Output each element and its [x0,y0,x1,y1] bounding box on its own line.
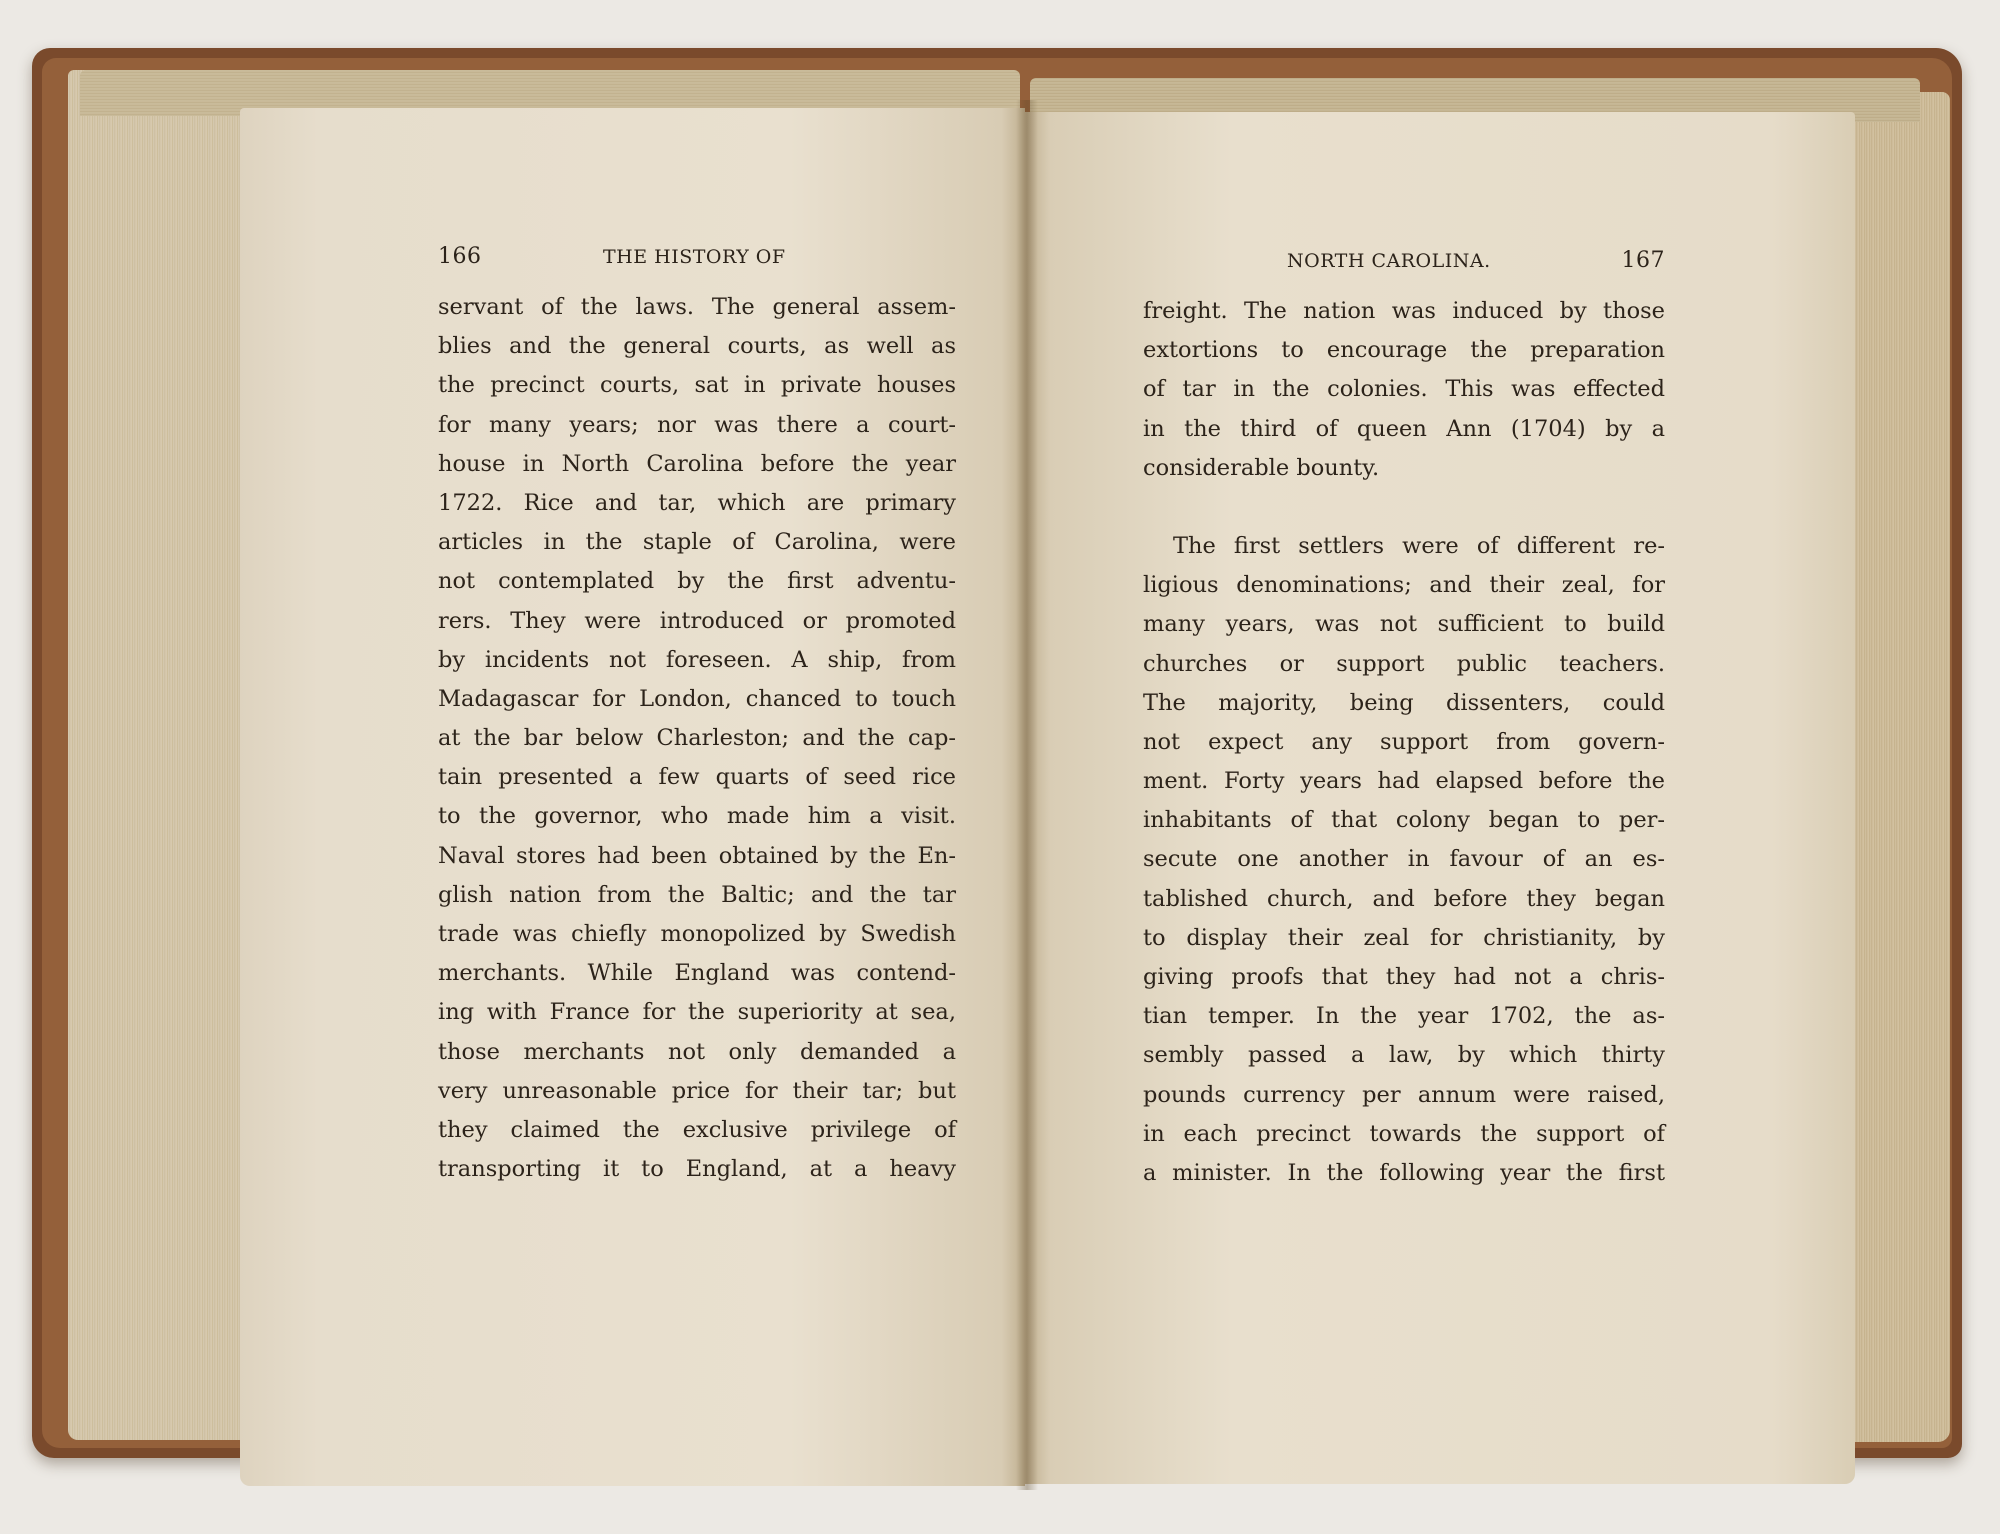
text-line: glish nation from the Baltic; and the tar [438,881,956,908]
text-line: servant of the laws. The general assem- [438,294,956,320]
right-running-header [1143,248,1665,282]
text-line: considerable bounty. [1143,454,1380,481]
text-line: tain presented a few quarts of seed rice [438,764,956,791]
text-line: at the bar below Charleston; and the cap- [438,725,956,752]
text-line: ligious denominations; and their zeal, for [1143,572,1665,599]
left-text-block [438,244,956,1189]
text-line: tian temper. In the year 1702, the as- [1143,1003,1665,1030]
text-line: The majority, being dissenters, could [1143,689,1665,716]
left-running-head: THE HISTORY OF [603,246,786,268]
text-line: for many years; nor was there a court- [438,411,956,438]
text-line: Madagascar for London, chanced to touch [438,685,956,712]
text-line: pounds currency per annum were raised, [1143,1081,1665,1108]
text-line: freight. The nation was induced by those [1143,298,1665,324]
text-line: a minister. In the following year the first [1143,1159,1665,1186]
text-line: they claimed the exclusive privilege of [438,1116,956,1143]
right-running-head: NORTH CAROLINA. [1287,250,1491,272]
right-page-edges [1840,92,1950,1442]
right-page [1025,112,1855,1484]
text-line: those merchants not only demanded a [438,1038,956,1065]
right-paragraph-2 [1143,527,1665,1193]
left-running-header [438,244,956,278]
left-page [240,108,1025,1486]
text-line: transporting it to England, at a heavy [438,1156,956,1183]
text-line: giving proofs that they had not a chris- [1143,964,1665,990]
text-line: inhabitants of that colony began to per- [1143,807,1665,834]
text-line: Naval stores had been obtained by the En- [438,842,956,869]
text-line: to the governor, who made him a visit. [438,803,956,830]
text-line: by incidents not foreseen. A ship, from [438,646,956,673]
book-gutter [1016,100,1038,1490]
text-line: many years, was not sufficient to build [1143,611,1665,638]
text-line: in each precinct towards the support of [1143,1120,1665,1147]
text-line: ment. Forty years had elapsed before the [1143,768,1665,795]
text-line: ing with France for the superiority at sea, [438,999,956,1026]
text-line: articles in the staple of Carolina, were [438,529,956,556]
text-line: merchants. While England was contend- [438,960,956,987]
left-body-text [438,288,956,1189]
text-line: in the third of queen Ann (1704) by a [1143,415,1665,442]
text-line: the precinct courts, sat in private houses [438,372,956,399]
text-line: trade was chiefly monopolized by Swedish [438,921,956,947]
right-paragraph-1 [1143,292,1665,488]
right-page-number: 167 [1621,248,1665,273]
right-text-block [1143,248,1665,1193]
left-page-number: 166 [438,244,482,269]
text-line: rers. They were introduced or promoted [438,607,956,634]
left-page-edges [68,70,258,1440]
text-line: tablished church, and before they began [1143,885,1665,912]
text-line: blies and the general courts, as well as [438,333,956,360]
text-line: The first settlers were of different re- [1173,532,1665,559]
paragraph-gap [1143,488,1665,527]
text-line: sembly passed a law, by which thirty [1143,1042,1665,1069]
text-line: to display their zeal for christianity, by [1143,924,1665,951]
text-line: house in North Carolina before the year [438,450,956,477]
text-line: not expect any support from govern- [1143,728,1665,755]
text-line: of tar in the colonies. This was effected [1143,376,1665,403]
text-line: very unreasonable price for their tar; but [438,1077,956,1104]
text-line: churches or support public teachers. [1143,650,1665,677]
text-line: secute one another in favour of an es- [1143,846,1665,873]
text-line: not contemplated by the first adventu- [438,568,956,595]
text-line: extortions to encourage the preparation [1143,337,1665,364]
text-line: 1722. Rice and tar, which are primary [438,489,956,516]
